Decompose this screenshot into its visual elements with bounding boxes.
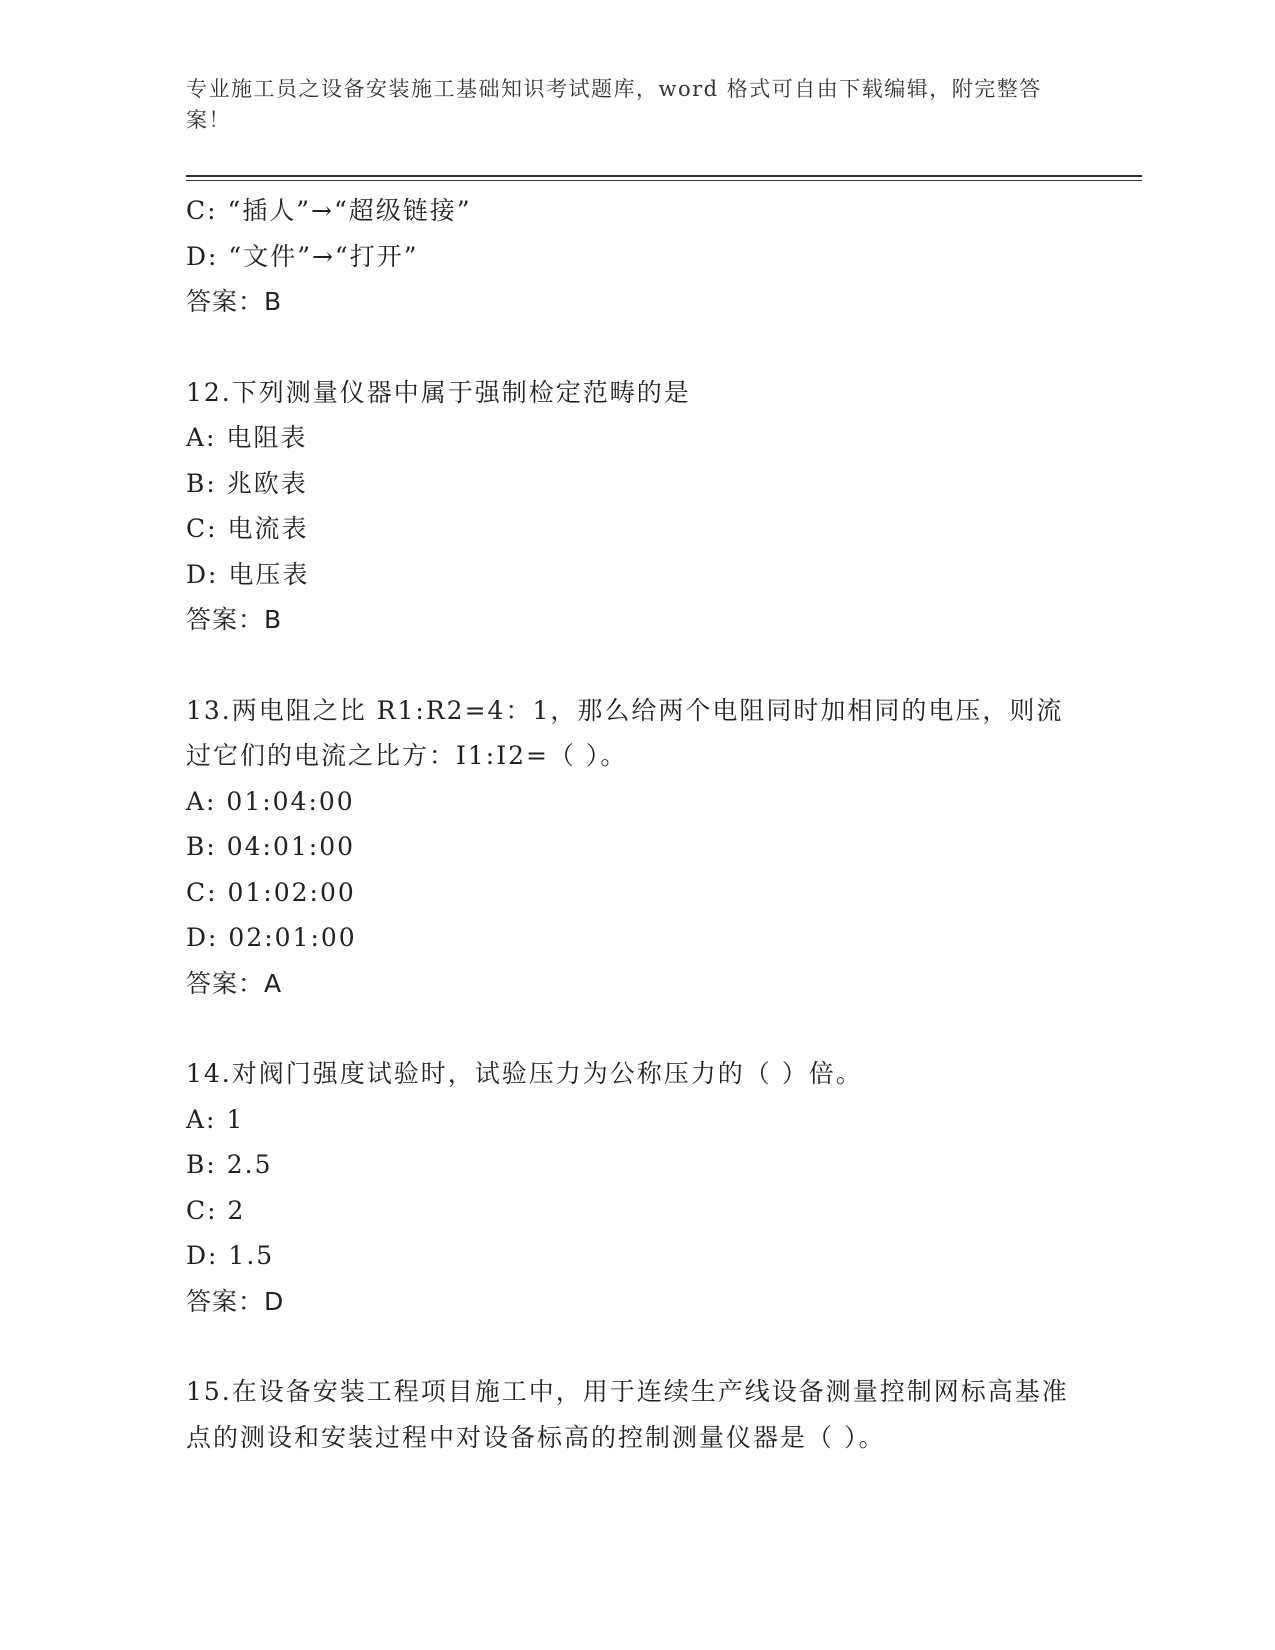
question-11-tail <box>186 188 1086 325</box>
question-stem: 13.两电阻之比 R1:R2=4：1，那么给两个电阻同时加相同的电压，则流过它们的电流之比方：I1:I2=（ ）。 <box>186 695 1064 770</box>
answer-line: 答案：D <box>186 1286 285 1316</box>
option-c: C: 2 <box>186 1195 246 1225</box>
option-d: D: “文件”→“打开” <box>186 241 419 271</box>
option-d: D: 电压表 <box>186 559 310 589</box>
question-12 <box>186 370 1086 643</box>
answer-line: 答案：B <box>186 287 283 316</box>
question-15 <box>186 1369 1086 1460</box>
option-a: A: 电阻表 <box>186 423 308 452</box>
option-d: D: 02:01:00 <box>186 923 357 952</box>
option-a: A: 1 <box>186 1104 245 1134</box>
header-rule-thin <box>186 180 1142 181</box>
answer-line: 答案：B <box>186 605 283 634</box>
option-b: B: 04:01:00 <box>186 832 356 861</box>
page-header: 专业施工员之设备安装施工基础知识考试题库，word 格式可自由下载编辑，附完整答案！ <box>186 77 1042 132</box>
question-13 <box>186 688 1086 1007</box>
option-d: D: 1.5 <box>186 1241 275 1270</box>
option-c: C: 电流表 <box>186 514 309 543</box>
question-stem: 14.对阀门强度试验时，试验压力为公称压力的（ ）倍。 <box>186 1059 863 1088</box>
answer-line: 答案：A <box>186 968 283 998</box>
question-content <box>186 188 1086 1460</box>
option-a: A: 01:04:00 <box>186 786 355 816</box>
header-rule-thick <box>186 175 1142 177</box>
option-b: B: 兆欧表 <box>186 468 308 498</box>
option-c: C: 01:02:00 <box>186 877 356 907</box>
option-b: B: 2.5 <box>186 1150 273 1179</box>
question-stem: 12.下列测量仪器中属于强制检定范畴的是 <box>186 377 691 407</box>
question-14 <box>186 1051 1086 1324</box>
option-c: C: “插人”→“超级链接” <box>186 196 472 225</box>
question-stem: 15.在设备安装工程项目施工中，用于连续生产线设备测量控制网标高基准点的测设和安装过程中对设备标高的控制测量仪器是（ ）。 <box>186 1377 1069 1452</box>
